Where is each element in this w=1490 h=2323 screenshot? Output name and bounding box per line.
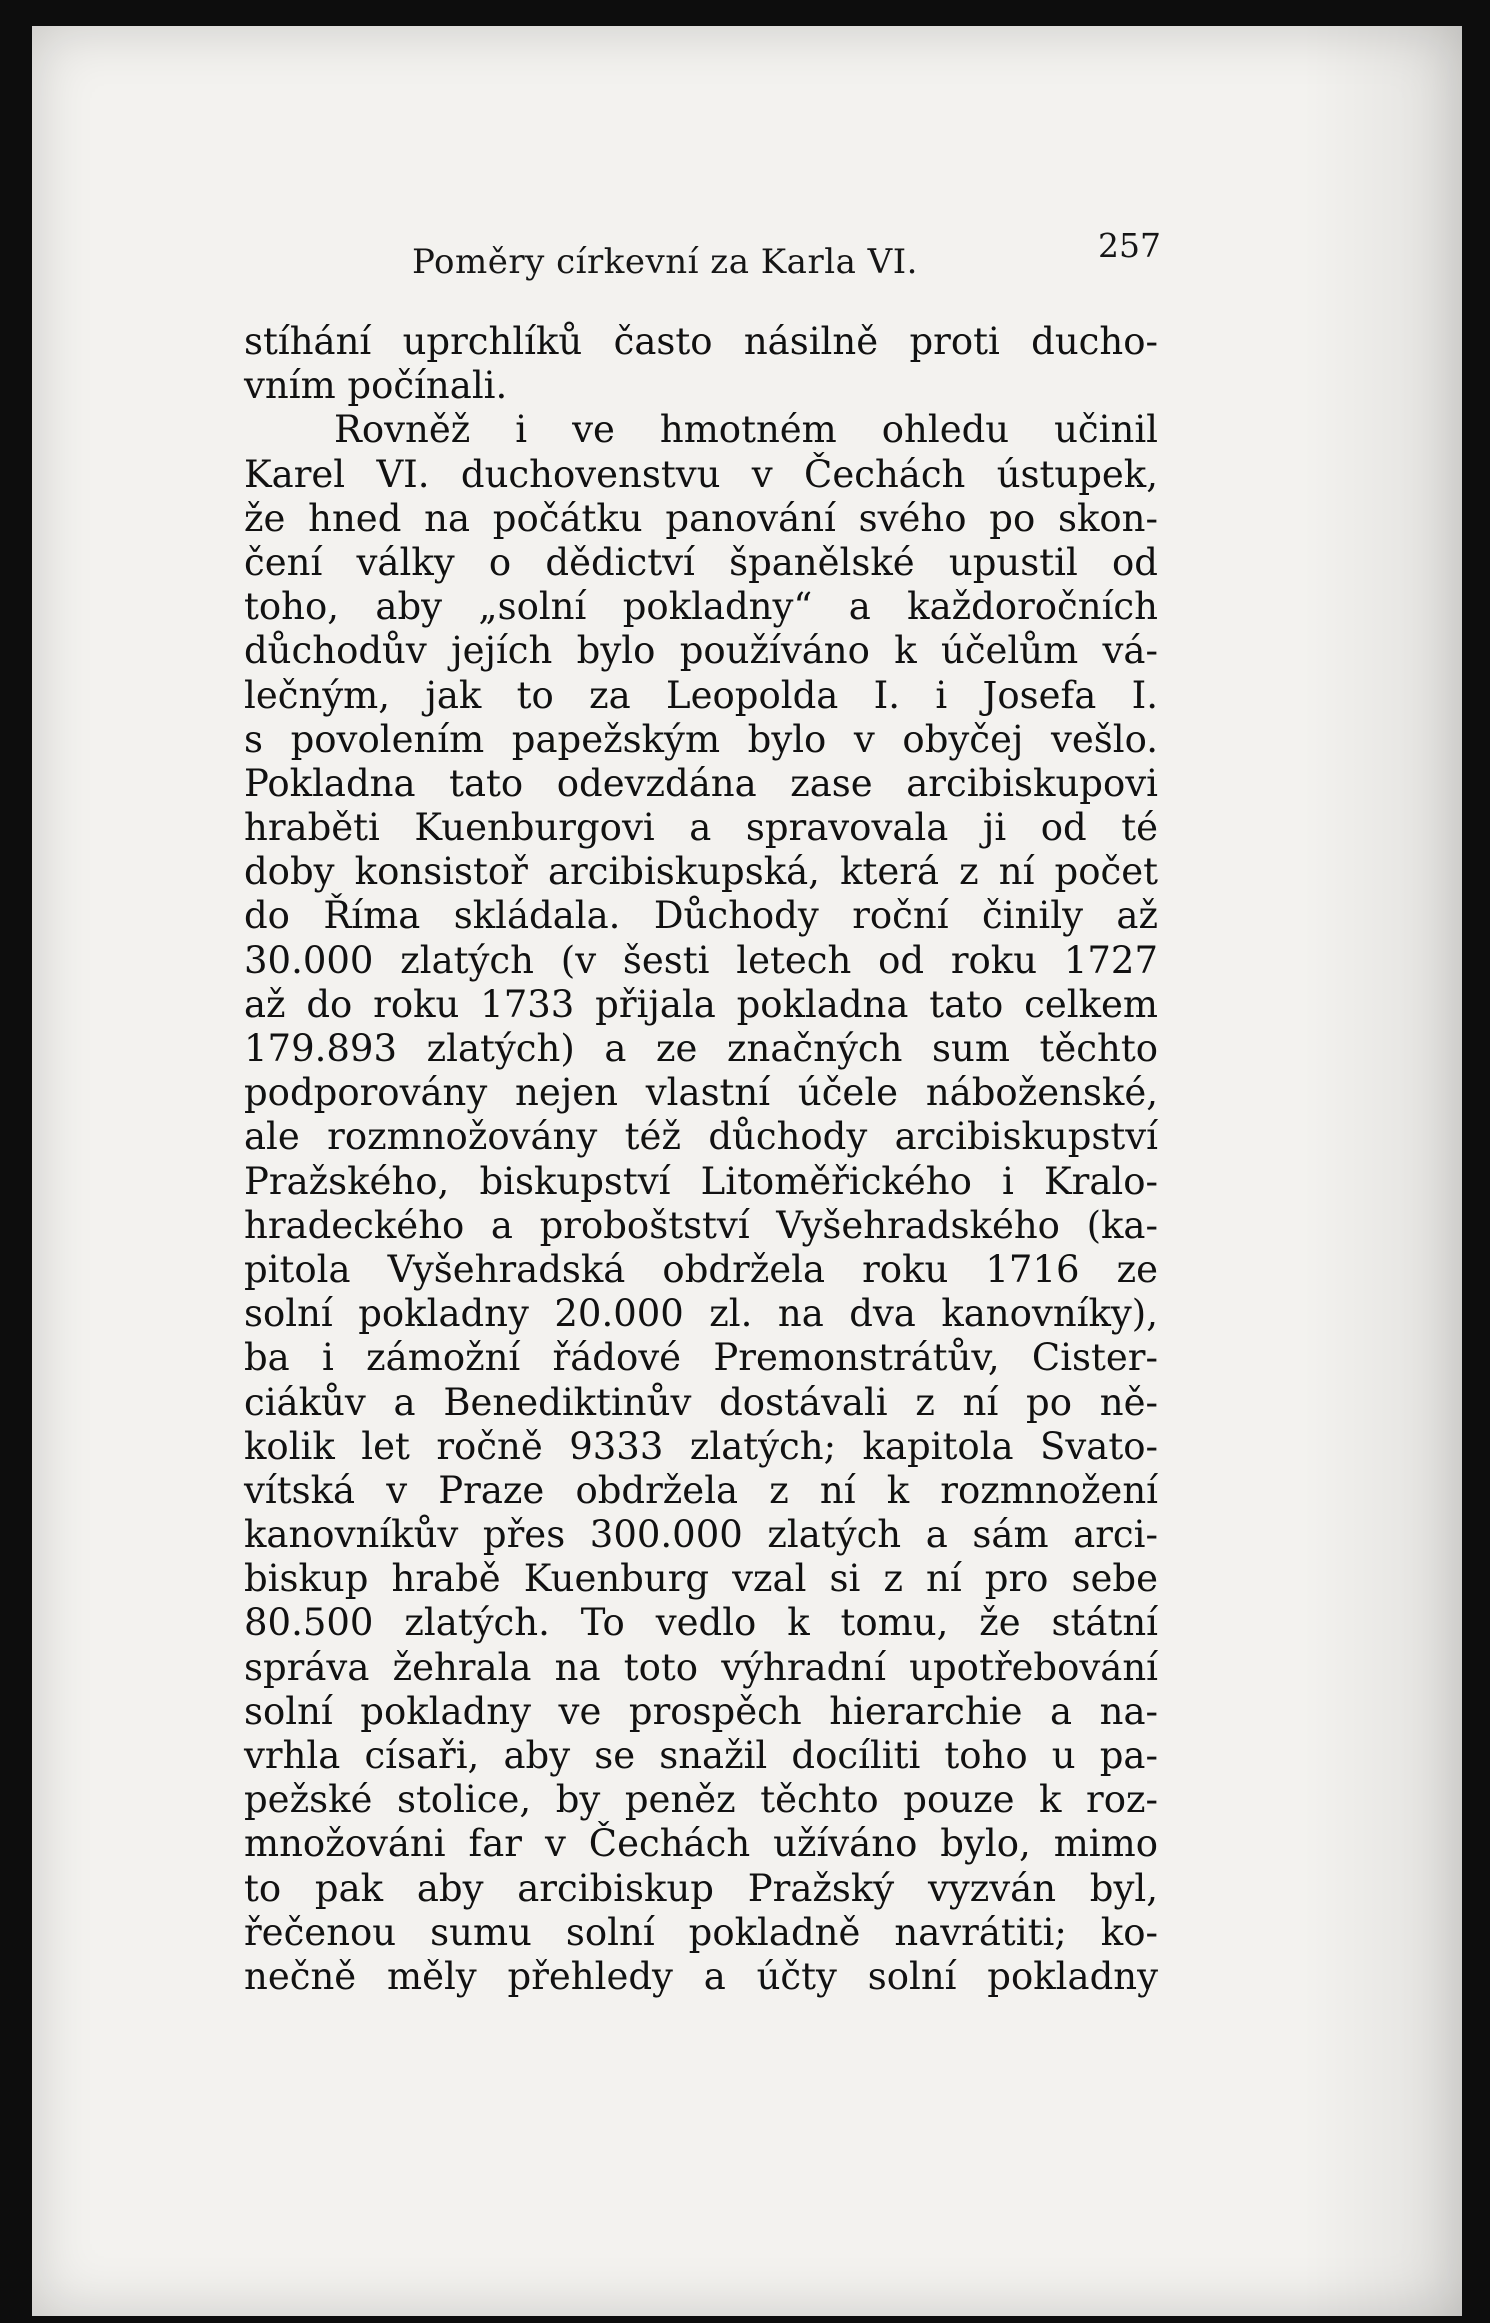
text-line: důchodův jejích bylo používáno k účelům vá- bbox=[244, 629, 1158, 673]
text-line: biskup hrabě Kuenburg vzal si z ní pro sebe bbox=[244, 1557, 1158, 1601]
page-number: 257 bbox=[1098, 226, 1161, 265]
text-line: ciákův a Benediktinův dostávali z ní po ně- bbox=[244, 1380, 1158, 1424]
text-line: 30.000 zlatých (v šesti letech od roku 1727 bbox=[244, 938, 1158, 982]
text-line: vrhla císaři, aby se snažil docíliti toho u pa- bbox=[244, 1734, 1158, 1777]
text-line: solní pokladny ve prospěch hierarchie a na- bbox=[244, 1689, 1158, 1733]
page-sheet bbox=[32, 26, 1462, 2316]
text-line: Rovněž i ve hmotném ohledu učinil bbox=[334, 408, 1158, 452]
text-line: do Říma skládala. Důchody roční činily až bbox=[244, 894, 1158, 938]
text-line: čení války o dědictví španělské upustil od bbox=[244, 540, 1158, 584]
text-line: Karel VI. duchovenstvu v Čechách ústupek, bbox=[244, 452, 1158, 496]
text-line: hraběti Kuenburgovi a spravovala ji od té bbox=[244, 806, 1158, 850]
text-line: že hned na počátku panování svého po skon- bbox=[244, 496, 1158, 540]
text-line: lečným, jak to za Leopolda I. i Josefa I. bbox=[244, 673, 1158, 717]
text-line: ale rozmnožovány též důchody arcibiskupství bbox=[244, 1115, 1158, 1159]
text-line: řečenou sumu solní pokladně navrátiti; ko- bbox=[244, 1910, 1158, 1954]
text-line: 80.500 zlatých. To vedlo k tomu, že státní bbox=[244, 1601, 1158, 1645]
text-line: doby konsistoř arcibiskupská, která z ní počet bbox=[244, 850, 1158, 894]
text-line: to pak aby arcibiskup Pražský vyzván byl, bbox=[244, 1866, 1158, 1910]
text-line: vním počínali. bbox=[244, 364, 508, 408]
text-line: solní pokladny 20.000 zl. na dva kanovníky), bbox=[244, 1292, 1158, 1336]
text-line: 179.893 zlatých) a ze značných sum těchto bbox=[244, 1027, 1158, 1070]
body-text bbox=[244, 320, 1158, 1999]
text-line: stíhání uprchlíků často násilně proti ducho- bbox=[244, 320, 1158, 363]
text-line: kanovníkův přes 300.000 zlatých a sám arci- bbox=[244, 1513, 1158, 1557]
text-line: Pokladna tato odevzdána zase arcibiskupovi bbox=[244, 761, 1158, 805]
text-line: kolik let ročně 9333 zlatých; kapitola Svato- bbox=[244, 1424, 1158, 1468]
text-line: Pražského, biskupství Litoměřického i Kralo- bbox=[244, 1159, 1158, 1203]
text-line: podporovány nejen vlastní účele náboženské, bbox=[244, 1071, 1158, 1115]
text-line: vítská v Praze obdržela z ní k rozmnožení bbox=[244, 1468, 1158, 1512]
running-title: Poměry církevní za Karla VI. bbox=[412, 242, 918, 282]
text-line: toho, aby „solní pokladny“ a každoročních bbox=[244, 585, 1158, 629]
text-line: s povolením papežským bylo v obyčej vešlo. bbox=[244, 717, 1158, 761]
text-line: pitola Vyšehradská obdržela roku 1716 ze bbox=[244, 1247, 1158, 1291]
text-line: až do roku 1733 přijala pokladna tato celkem bbox=[244, 982, 1158, 1026]
text-line: pežské stolice, by peněz těchto pouze k roz- bbox=[244, 1778, 1158, 1822]
text-line: nečně měly přehledy a účty solní pokladny bbox=[244, 1954, 1158, 1998]
text-line: množováni far v Čechách užíváno bylo, mimo bbox=[244, 1822, 1158, 1866]
text-line: ba i zámožní řádové Premonstrátův, Cister- bbox=[244, 1336, 1158, 1380]
text-line: hradeckého a proboštství Vyšehradského (ka- bbox=[244, 1203, 1158, 1247]
text-line: správa žehrala na toto výhradní upotřebování bbox=[244, 1645, 1158, 1689]
